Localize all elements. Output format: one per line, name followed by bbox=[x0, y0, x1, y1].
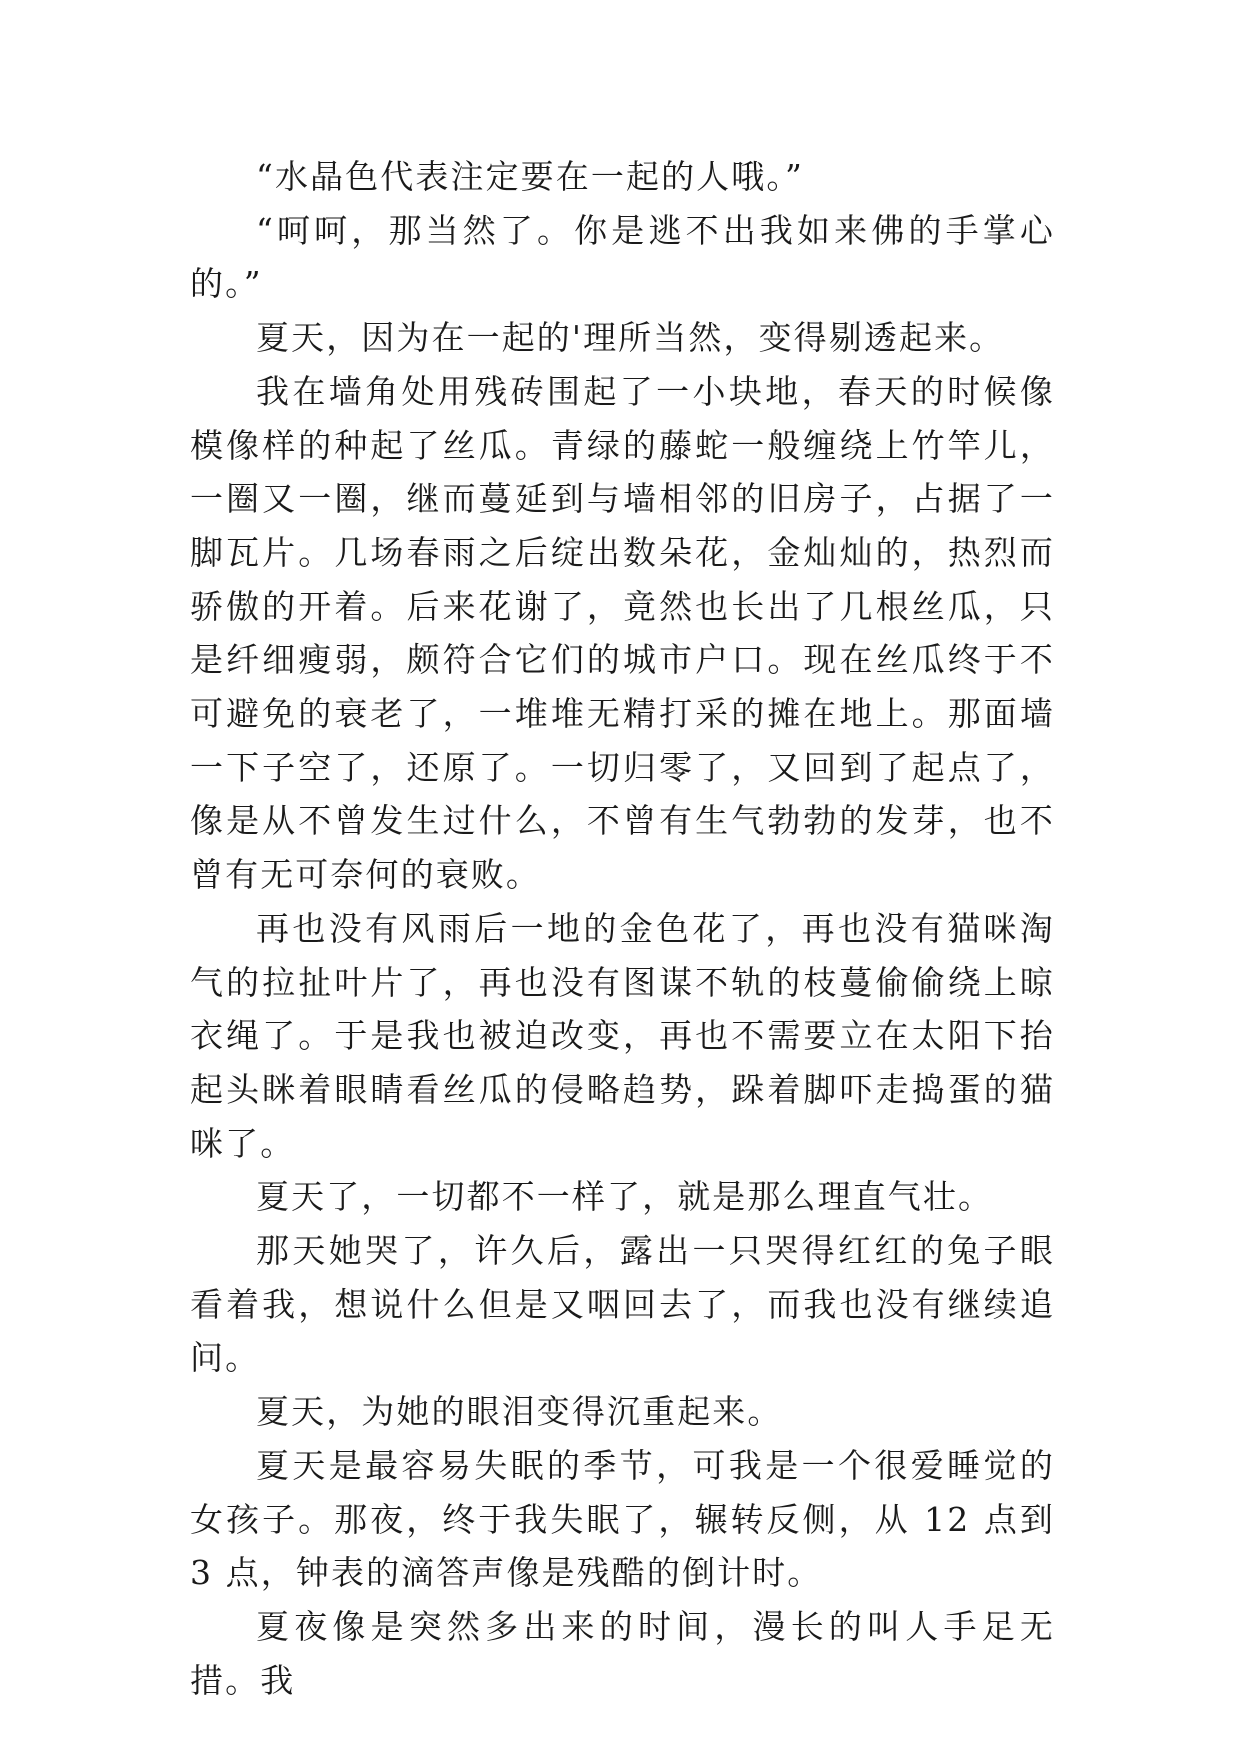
paragraph-5: 再也没有风雨后一地的金色花了，再也没有猫咪淘气的拉扯叶片了，再也没有图谋不轨的枝蔓偷偷绕上晾衣绳了。于是我也被迫改变，再也不需要立在太阳下抬起头眯着眼睛看丝瓜的侵略趋势，跺着脚吓走捣蛋的猫咪了。 bbox=[190, 908, 1055, 1163]
paragraph-6: 夏天了，一切都不一样了，就是那么理直气壮。 bbox=[256, 1177, 994, 1217]
paragraph-9: 夏天是最容易失眠的季节，可我是一个很爱睡觉的女孩子。那夜，终于我失眠了，辗转反侧，从 12 点到 3 点，钟表的滴答声像是残酷的倒计时。 bbox=[190, 1445, 1055, 1593]
paragraph-3: 夏天，因为在一起的'理所当然，变得剔透起来。 bbox=[256, 318, 1005, 358]
body-text bbox=[190, 150, 1055, 1707]
paragraph-7: 那天她哭了，许久后，露出一只哭得红红的兔子眼看着我，想说什么但是又咽回去了，而我也没有继续追问。 bbox=[190, 1231, 1055, 1378]
paragraph-2: “呵呵，那当然了。你是逃不出我如来佛的手掌心的。” bbox=[190, 210, 1055, 304]
paragraph-4: 我在墙角处用残砖围起了一小块地，春天的时候像模像样的种起了丝瓜。青绿的藤蛇一般缠绕上竹竿儿，一圈又一圈，继而蔓延到与墙相邻的旧房子，占据了一脚瓦片。几场春雨之后绽出数朵花，金灿灿的，热烈而骄傲的开着。后来花谢了，竟然也长出了几根丝瓜，只是纤细瘦弱，颇符合它们的城市户口。现在丝瓜终于不可避免的衰老了，一堆堆无精打采的摊在地上。那面墙一下子空了，还原了。一切归零了，又回到了起点了，像是从不曾发生过什么，不曾有生气勃勃的发芽，也不曾有无可奈何的衰败。 bbox=[190, 371, 1055, 895]
paragraph-8: 夏天，为她的眼泪变得沉重起来。 bbox=[256, 1392, 783, 1432]
paragraph-1: “水晶色代表注定要在一起的人哦。” bbox=[256, 157, 804, 196]
paragraph-10: 夏夜像是突然多出来的时间，漫长的叫人手足无措。我 bbox=[190, 1606, 1055, 1700]
